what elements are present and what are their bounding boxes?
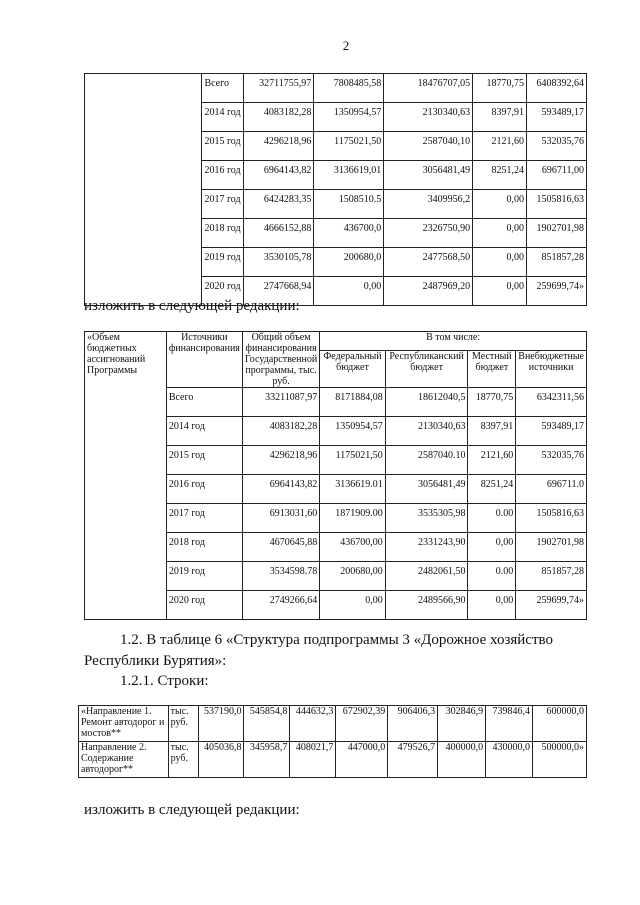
amount-cell: 444632,3 [290,706,336,742]
table-row [79,742,587,778]
direction-name: Направление 2. Содержание автодорог** [79,742,169,778]
amount-cell: 2331243,90 [385,533,468,562]
paragraph-1-2-1: 1.2.1. Строки: [120,673,209,689]
direction-name: «Направление 1. Ремонт автодорог и мостов** [79,706,169,742]
amount-cell: 0,00 [473,219,527,248]
year-label: 2019 год [202,248,244,277]
amount-cell: 430000,0 [486,742,533,778]
amount-cell: 345958,7 [244,742,290,778]
edit-instruction-1: изложить в следующей редакции: [84,298,300,314]
amount-cell: 545854,8 [244,706,290,742]
amount-cell: 18476707,05 [384,74,473,103]
year-label: 2016 год [166,475,242,504]
amount-cell: 259699,74» [516,591,587,620]
amount-cell: 0,00 [314,277,384,306]
amount-cell: 593489,17 [516,417,587,446]
amount-cell: 8251,24 [473,161,527,190]
year-label: 2017 год [202,190,244,219]
header-source: Источники финансирования [166,332,242,388]
header-including: В том числе: [320,332,587,351]
amount-cell: 7808485,58 [314,74,384,103]
amount-cell: 1175021,50 [320,446,386,475]
amount-cell: 2130340,63 [385,417,468,446]
amount-cell: 6964143,82 [242,475,319,504]
amount-cell: 0,00 [468,533,516,562]
amount-cell: 1350954,57 [314,103,384,132]
amount-cell: 0,00 [320,591,386,620]
year-label: 2014 год [202,103,244,132]
amount-cell: 2477568,50 [384,248,473,277]
amount-cell: 0,00 [473,190,527,219]
amount-cell: 0.00 [468,562,516,591]
header-total: Общий объем финансирования Государственной программы, тыс. руб. [242,332,319,388]
amount-cell: 3056481,49 [385,475,468,504]
amount-cell: 2121,60 [473,132,527,161]
amount-cell: 200680,00 [320,562,386,591]
amount-cell: 8397,91 [473,103,527,132]
year-label: Всего [202,74,244,103]
empty-label-cell [85,74,202,306]
amount-cell: 739846,4 [486,706,533,742]
amount-cell: 1871909.00 [320,504,386,533]
amount-cell: 2121,60 [468,446,516,475]
amount-cell: 3534598.78 [242,562,319,591]
funding-table-old [84,73,587,306]
amount-cell: 6408392,64 [527,74,587,103]
amount-cell: 500000,0» [533,742,587,778]
amount-cell: 2482061,50 [385,562,468,591]
amount-cell: 0,00 [473,248,527,277]
header-offbudget: Внебюджетные источники [516,351,587,388]
paragraph-1-2-line2: Республики Бурятия»: [84,653,227,669]
amount-cell: 6964143,82 [244,161,314,190]
amount-cell: 851857,28 [516,562,587,591]
amount-cell: 3136619.01 [320,475,386,504]
amount-cell: 2489566,90 [385,591,468,620]
amount-cell: 4296218,96 [244,132,314,161]
amount-cell: 408021,7 [290,742,336,778]
amount-cell: 8397,91 [468,417,516,446]
amount-cell: 259699,74» [527,277,587,306]
amount-cell: 400000,0 [438,742,486,778]
amount-cell: 600000,0 [533,706,587,742]
amount-cell: 696711.0 [516,475,587,504]
amount-cell: 405036,8 [198,742,244,778]
subprogram-structure-table [78,705,587,778]
year-label: 2015 год [166,446,242,475]
amount-cell: 33211087,97 [242,388,319,417]
amount-cell: 1350954,57 [320,417,386,446]
funding-table-new [84,331,587,620]
amount-cell: 4083182,28 [244,103,314,132]
amount-cell: 4670645,88 [242,533,319,562]
amount-cell: 0.00 [468,504,516,533]
amount-cell: 1508510.5 [314,190,384,219]
amount-cell: 0,00 [468,591,516,620]
amount-cell: 0,00 [473,277,527,306]
amount-cell: 8251,24 [468,475,516,504]
budget-allocation-label: «Объем бюджетных ассигнований Программы [85,332,167,620]
amount-cell: 302846,9 [438,706,486,742]
amount-cell: 6342311,56 [516,388,587,417]
amount-cell: 436700,00 [320,533,386,562]
amount-cell: 1175021,50 [314,132,384,161]
amount-cell: 6424283,35 [244,190,314,219]
amount-cell: 2749266,64 [242,591,319,620]
amount-cell: 1902701,98 [527,219,587,248]
year-label: Всего [166,388,242,417]
header-local: Местный бюджет [468,351,516,388]
amount-cell: 532035,76 [516,446,587,475]
year-label: 2016 год [202,161,244,190]
amount-cell: 3136619,01 [314,161,384,190]
amount-cell: 18770,75 [473,74,527,103]
unit-cell: тыс. руб. [168,706,198,742]
amount-cell: 32711755,97 [244,74,314,103]
year-label: 2020 год [166,591,242,620]
amount-cell: 4083182,28 [242,417,319,446]
amount-cell: 2747668,94 [244,277,314,306]
table-row [85,74,587,103]
amount-cell: 672902,39 [336,706,388,742]
year-label: 2014 год [166,417,242,446]
year-label: 2017 год [166,504,242,533]
amount-cell: 532035,76 [527,132,587,161]
amount-cell: 4666152,88 [244,219,314,248]
amount-cell: 3530105,78 [244,248,314,277]
amount-cell: 200680,0 [314,248,384,277]
amount-cell: 436700,0 [314,219,384,248]
amount-cell: 18612040,5 [385,388,468,417]
amount-cell: 696711,00 [527,161,587,190]
amount-cell: 479526,7 [388,742,438,778]
amount-cell: 2487969,20 [384,277,473,306]
amount-cell: 3409956,2 [384,190,473,219]
header-federal: Федеральный бюджет [320,351,386,388]
amount-cell: 537190,0 [198,706,244,742]
amount-cell: 447000,0 [336,742,388,778]
header-republic: Республиканский бюджет [385,351,468,388]
edit-instruction-2: изложить в следующей редакции: [84,802,300,818]
year-label: 2020 год [202,277,244,306]
year-label: 2018 год [166,533,242,562]
amount-cell: 6913031,60 [242,504,319,533]
amount-cell: 18770,75 [468,388,516,417]
year-label: 2018 год [202,219,244,248]
amount-cell: 2326750,90 [384,219,473,248]
amount-cell: 1902701,98 [516,533,587,562]
amount-cell: 3535305,98 [385,504,468,533]
paragraph-1-2-line1: 1.2. В таблице 6 «Структура подпрограммы 3 «Дорожное хозяйство [120,632,554,648]
amount-cell: 851857,28 [527,248,587,277]
amount-cell: 1505816,63 [516,504,587,533]
amount-cell: 3056481,49 [384,161,473,190]
year-label: 2019 год [166,562,242,591]
amount-cell: 2587040.10 [385,446,468,475]
amount-cell: 593489,17 [527,103,587,132]
amount-cell: 1505816,63 [527,190,587,219]
amount-cell: 2587040,10 [384,132,473,161]
year-label: 2015 год [202,132,244,161]
page-number: 2 [342,38,350,53]
amount-cell: 2130340,63 [384,103,473,132]
table-row [79,706,587,742]
amount-cell: 8171884,08 [320,388,386,417]
unit-cell: тыс. руб. [168,742,198,778]
amount-cell: 4296218,96 [242,446,319,475]
amount-cell: 906406,3 [388,706,438,742]
